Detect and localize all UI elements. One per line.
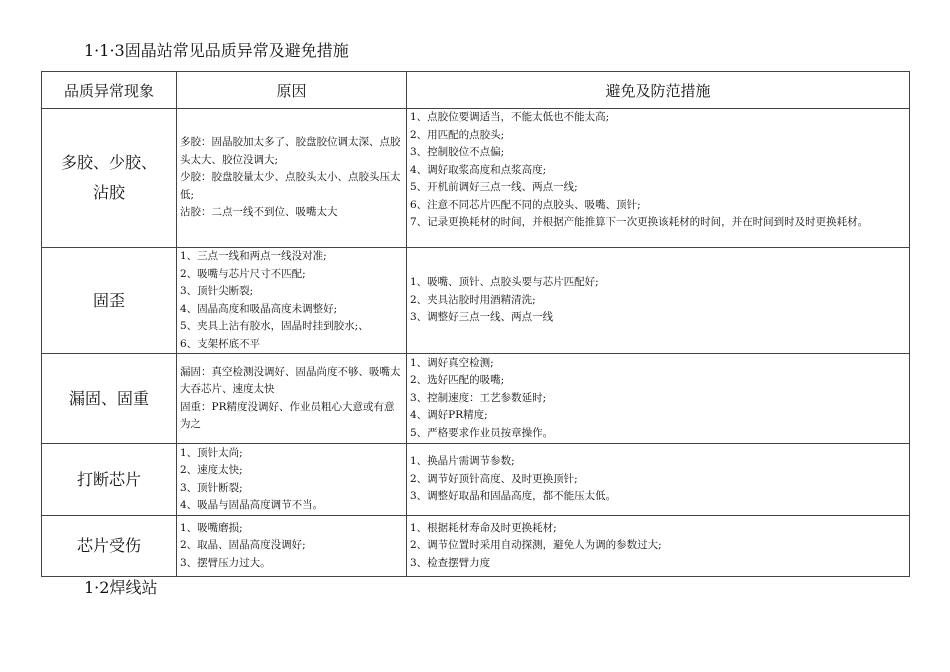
cause-text: 3、摆臂压力过大。	[180, 556, 271, 569]
table-header-row	[42, 72, 910, 109]
cause-text: 1、吸嘴磨损;	[180, 521, 243, 534]
measure-text: 3、调整好取晶和固晶高度，都不能压太低。	[410, 490, 617, 503]
cause-cell	[177, 354, 407, 444]
measure-text: 5、开机前调好三点一线、两点一线;	[410, 181, 578, 193]
table-row	[42, 109, 910, 248]
measure-text: 2、调节好顶针高度、及时更换顶针;	[410, 472, 578, 485]
section-title: 1·1·3固晶站常见品质异常及避免措施	[84, 41, 349, 60]
cause-cell	[177, 444, 407, 516]
measure-text: 7、记录更换耗材的时间，并根据产能推算下一次更换该耗材的时间，并在时间到时及时更换耗材。	[410, 216, 869, 228]
phenomenon-text: 漏固、固重	[68, 388, 149, 408]
measure-cell	[407, 354, 910, 444]
measure-text: 3、调整好三点一线、两点一线	[410, 311, 554, 324]
table-row	[42, 248, 910, 354]
phenomenon-cell	[42, 354, 177, 444]
cause-cell	[177, 516, 407, 577]
measure-text: 4、调好取浆高度和点浆高度;	[410, 163, 547, 176]
measure-text: 2、用匹配的点胶头;	[410, 128, 505, 141]
cause-text: 4、固晶高度和吸晶高度未调整好;	[180, 302, 338, 315]
cause-text: 1、顶针太尚;	[180, 446, 243, 459]
phenomenon-cell	[42, 516, 177, 577]
measure-text: 3、检查摆臂力度	[410, 556, 491, 569]
phenomenon-cell	[42, 109, 177, 248]
phenomenon-cell	[42, 444, 177, 516]
cause-text: 少胶：胶盘胶量太少、点胶头太小、点胶头压太低;	[180, 171, 401, 201]
cause-text: 2、速度太快;	[180, 464, 243, 476]
phenomenon-text: 打断芯片	[76, 469, 141, 489]
phenomenon-text: 沾胶	[92, 183, 125, 202]
cause-text: 4、吸晶与固晶高度调节不当。	[180, 499, 324, 511]
cause-cell	[177, 109, 407, 248]
table-row	[42, 354, 910, 444]
measure-text: 2、调节位置时采用自动探测，避免人为调的参数过大;	[410, 539, 662, 552]
measure-cell	[407, 109, 910, 248]
table-row	[42, 516, 910, 577]
cause-text: 2、吸嘴与芯片尺寸不匹配;	[180, 267, 306, 280]
cause-cell	[177, 248, 407, 354]
cause-text: 2、取晶、固晶高度没调好;	[180, 539, 306, 552]
measure-text: 2、夹具沾胶时用酒精清洗;	[410, 293, 536, 306]
phenomenon-text: 芯片受伤	[76, 536, 141, 555]
measure-text: 3、控制速度：工艺参数延时;	[410, 391, 547, 404]
measure-cell	[407, 516, 910, 577]
cause-text: 1、三点一线和两点一线没对准;	[180, 250, 327, 262]
measure-text: 1、根据耗材寿命及时更换耗材;	[410, 521, 557, 534]
phenomenon-text: 固歪	[92, 290, 125, 310]
phenomenon-text: 多胶、少胶、	[60, 153, 157, 172]
next-section-title: 1·2焊线站	[84, 578, 158, 597]
quality-issues-table	[41, 71, 910, 577]
measure-text: 3、控制胶位不点偏;	[410, 146, 505, 158]
measure-text: 1、吸嘴、顶针、点胶头要与芯片匹配好;	[410, 276, 599, 289]
measure-text: 2、选好匹配的吸嘴;	[410, 374, 505, 387]
table-row	[42, 444, 910, 516]
header-measures: 避免及防范措施	[407, 72, 910, 109]
measure-text: 4、调好PR精度;	[410, 409, 488, 422]
measure-text: 5、严格要求作业员按章操作。	[410, 426, 554, 439]
header-phenomenon: 品质异常现象	[42, 72, 177, 109]
cause-text: 6、支架杯底不平	[180, 337, 261, 350]
cause-text: 5、夹具上沾有胶水，固晶时挂到胶水;、	[180, 320, 369, 332]
measure-cell	[407, 444, 910, 516]
cause-text: 多胶：固晶胶加太多了、胶盘胶位调太深、点胶头太大、胶位没调大;	[180, 136, 401, 166]
cause-text: 3、顶针尖断裂;	[180, 285, 254, 297]
measure-text: 1、点胶位要调适当，不能太低也不能太高;	[410, 111, 610, 123]
measure-cell	[407, 248, 910, 354]
phenomenon-cell	[42, 248, 177, 354]
cause-text: 漏固：真空检测没调好、固晶尚度不够、吸嘴太大吞芯片、速度太快	[180, 365, 401, 395]
cause-text: 沾胶：二点一线不到位、吸嘴太大	[180, 206, 338, 219]
measure-text: 1、换晶片需调节参数;	[410, 455, 515, 468]
measure-text: 6、注意不同芯片匹配不同的点胶头、吸嘴、顶针;	[410, 198, 641, 211]
cause-text: 3、顶针断裂;	[180, 481, 243, 494]
measure-text: 1、调好真空检测;	[410, 356, 494, 369]
cause-text: 固重：PR精度没调好、作业员粗心大意或有意为之	[180, 400, 395, 430]
header-cause: 原因	[177, 72, 407, 109]
